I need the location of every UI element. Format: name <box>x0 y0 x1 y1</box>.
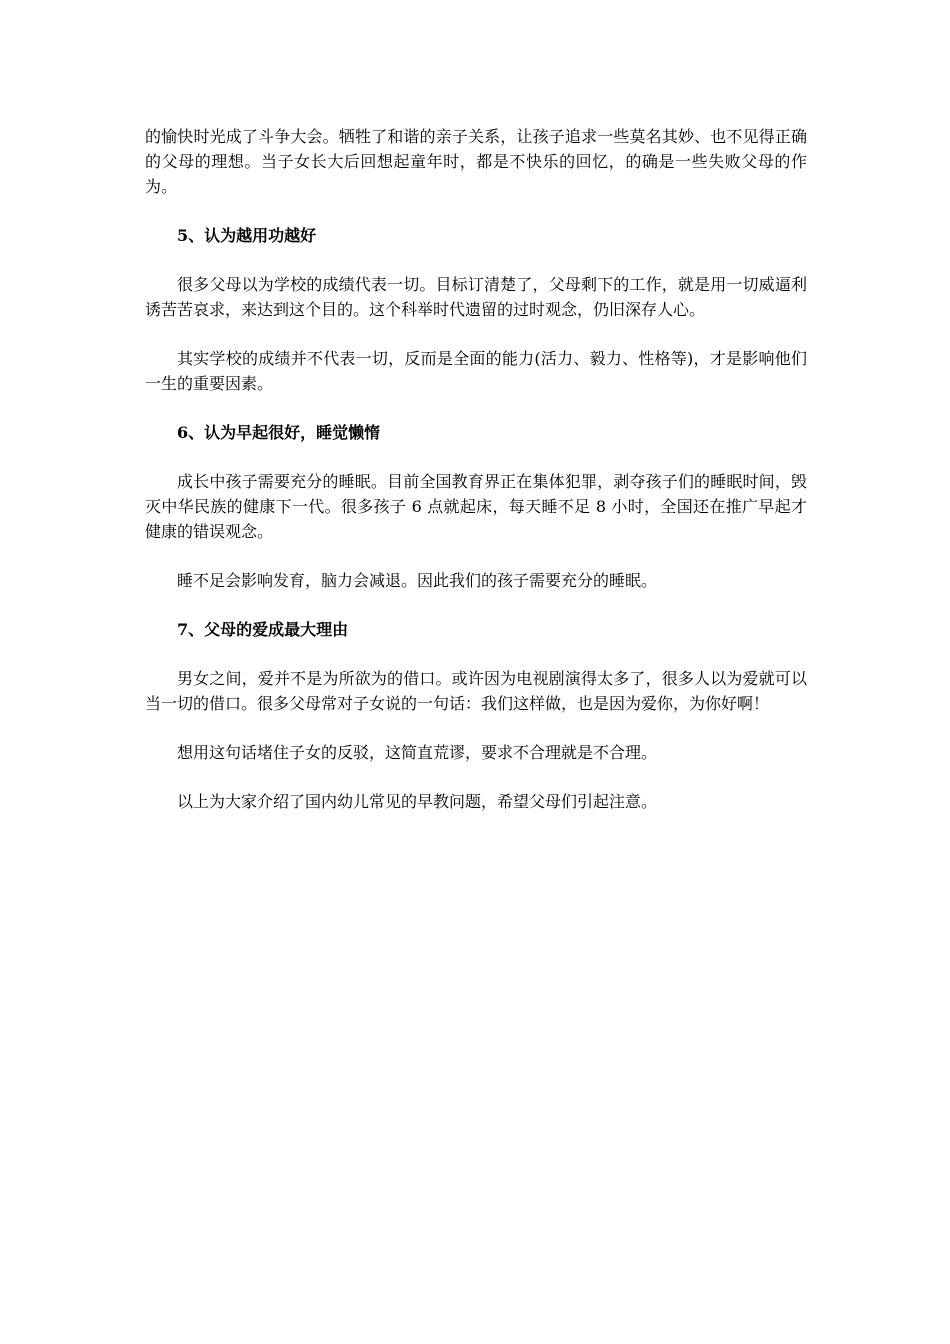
paragraph: 男女之间，爱并不是为所欲为的借口。或许因为电视剧演得太多了，很多人以为爱就可以当一切的借口。很多父母常对子女说的一句话：我们这样做，也是因为爱你，为你好啊！ <box>145 669 807 713</box>
paragraph-continuation: 的愉快时光成了斗争大会。牺牲了和谐的亲子关系，让孩子追求一些莫名其妙、也不见得正确的父母的理想。当子女长大后回想起童年时，都是不快乐的回忆，的确是一些失败父母的作为。 <box>145 127 807 196</box>
paragraph: 想用这句话堵住子女的反驳，这简直荒谬，要求不合理就是不合理。 <box>177 743 658 762</box>
paragraph: 睡不足会影响发育，脑力会减退。因此我们的孩子需要充分的睡眠。 <box>177 571 658 590</box>
document-page <box>145 124 807 838</box>
section-heading-7: 7、父母的爱成最大理由 <box>177 620 349 639</box>
paragraph: 其实学校的成绩并不代表一切，反而是全面的能力(活力、毅力、性格等)，才是影响他们一生的重要因素。 <box>145 349 807 393</box>
paragraph: 成长中孩子需要充分的睡眠。目前全国教育界正在集体犯罪，剥夺孩子们的睡眠时间，毁灭中华民族的健康下一代。很多孩子 6 点就起床，每天睡不足 8 小时，全国还在推广早起才健康的错误观念。 <box>145 472 807 541</box>
section-heading-6: 6、认为早起很好，睡觉懒惰 <box>177 423 381 442</box>
section-heading-5: 5、认为越用功越好 <box>177 226 317 245</box>
paragraph-closing: 以上为大家介绍了国内幼儿常见的早教问题，希望父母们引起注意。 <box>177 792 658 811</box>
paragraph: 很多父母以为学校的成绩代表一切。目标订清楚了，父母剩下的工作，就是用一切威逼利诱苦苦哀求，来达到这个目的。这个科举时代遗留的过时观念，仍旧深存人心。 <box>145 275 807 319</box>
